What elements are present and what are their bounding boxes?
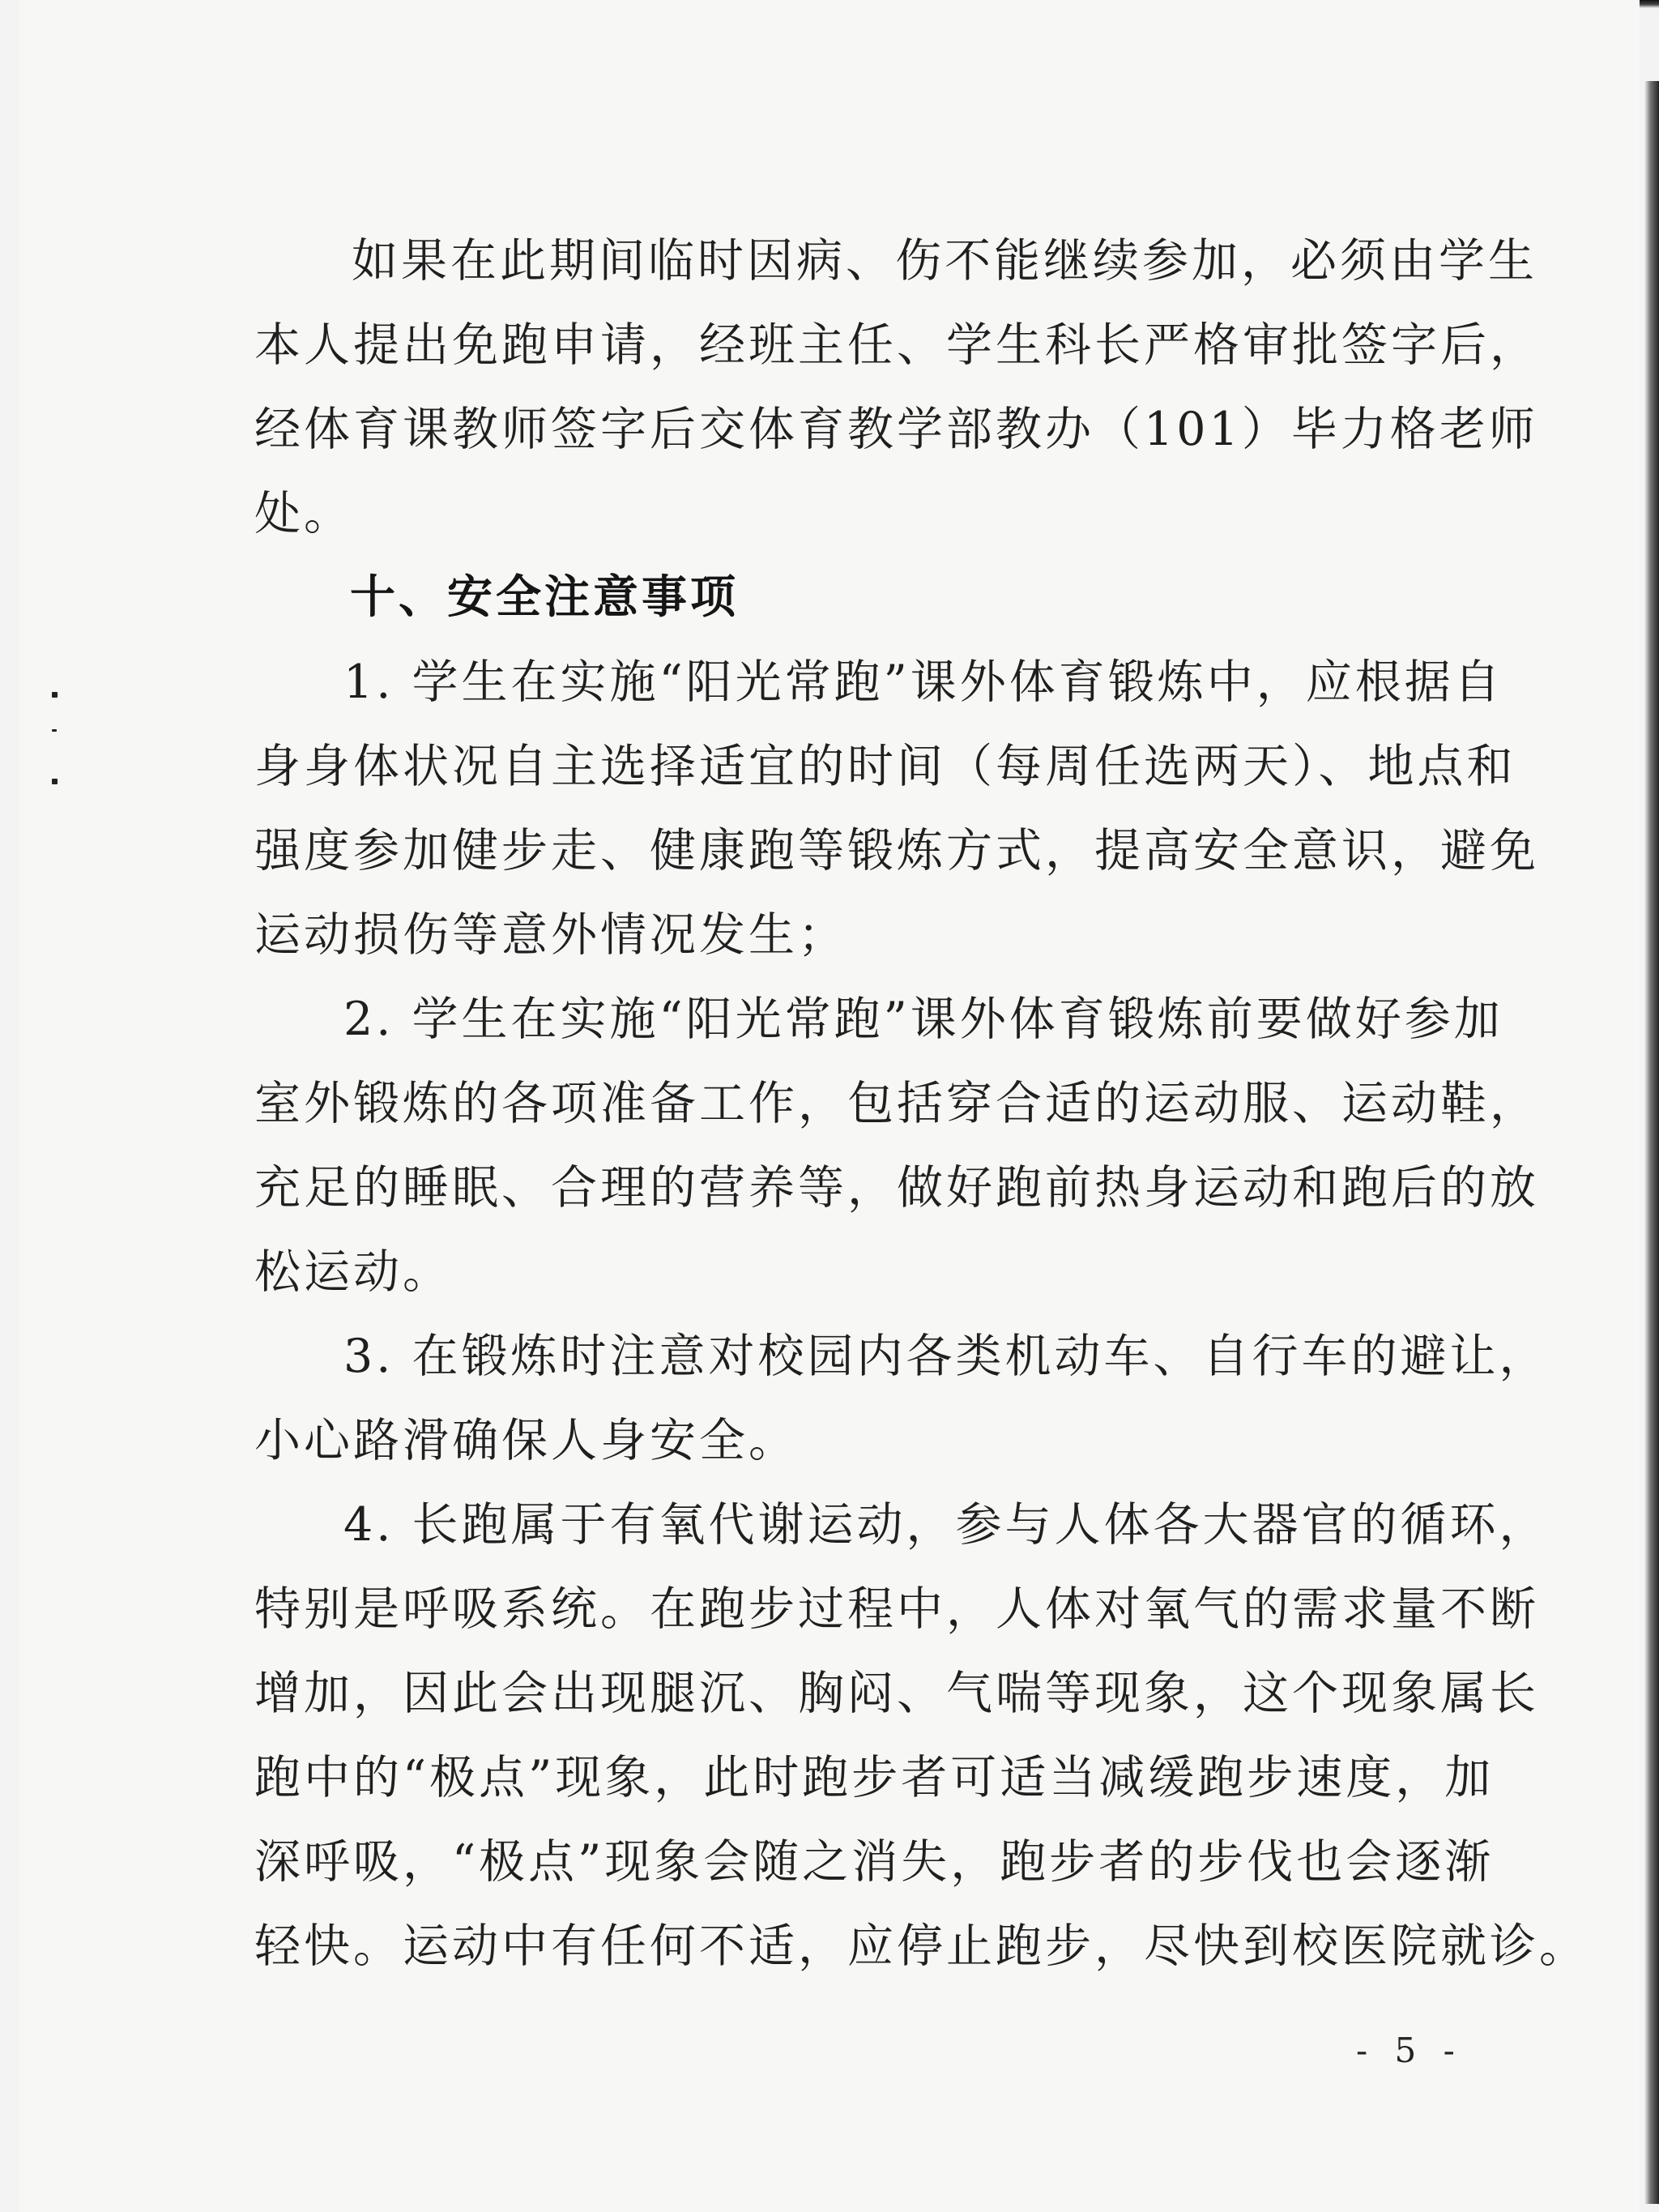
item-line: 身身体状况自主选择适宜的时间（每周任选两天）、地点和 bbox=[254, 740, 1516, 793]
item-line: 室外锻炼的各项准备工作，包括穿合适的运动服、运动鞋， bbox=[254, 1077, 1539, 1130]
item-line: 特别是呼吸系统。在跑步过程中，人体对氧气的需求量不断 bbox=[254, 1582, 1539, 1636]
paragraph-line: 经体育课教师签字后交体育教学部教办（101）毕力格老师 bbox=[254, 403, 1538, 456]
safety-item-2 bbox=[254, 977, 1539, 1314]
safety-item-3 bbox=[254, 1314, 1549, 1483]
body-text bbox=[254, 219, 1589, 1988]
section-heading: 十、安全注意事项 bbox=[350, 571, 739, 624]
safety-item-4 bbox=[254, 1483, 1589, 1988]
item-line: 轻快。运动中有任何不适，应停止跑步，尽快到校医院就诊。 bbox=[254, 1919, 1589, 1973]
item-line: 小心路滑确保人身安全。 bbox=[254, 1414, 798, 1467]
item-line: 深呼吸，“极点”现象会随之消失，跑步者的步伐也会逐渐 bbox=[254, 1835, 1495, 1889]
item-line: 增加，因此会出现腿沉、胸闷、气喘等现象，这个现象属长 bbox=[254, 1667, 1539, 1720]
item-line: 强度参加健步走、健康跑等锻炼方式，提高安全意识，避免 bbox=[254, 824, 1539, 878]
item-line: 1. 学生在实施“阳光常跑”课外体育锻炼中，应根据自 bbox=[343, 655, 1503, 709]
safety-item-1 bbox=[254, 640, 1539, 977]
page-number: - 5 - bbox=[1356, 2031, 1463, 2070]
item-line: 运动损伤等意外情况发生； bbox=[254, 908, 847, 962]
margin-mark bbox=[52, 729, 57, 732]
paragraph-line: 处。 bbox=[254, 487, 353, 540]
margin-mark bbox=[52, 779, 58, 784]
exemption-paragraph bbox=[254, 219, 1539, 556]
item-line: 4. 长跑属于有氧代谢运动，参与人体各大器官的循环， bbox=[343, 1498, 1549, 1552]
item-line: 充足的睡眠、合理的营养等，做好跑前热身运动和跑后的放 bbox=[254, 1161, 1539, 1215]
item-line: 2. 学生在实施“阳光常跑”课外体育锻炼前要做好参加 bbox=[343, 993, 1503, 1046]
document-page bbox=[19, 0, 1640, 2212]
item-line: 3. 在锻炼时注意对校园内各类机动车、自行车的避让， bbox=[343, 1330, 1549, 1383]
paragraph-line: 本人提出免跑申请，经班主任、学生科长严格审批签字后， bbox=[254, 318, 1539, 372]
scan-right-edge bbox=[1644, 81, 1659, 2204]
paragraph-line: 如果在此期间临时因病、伤不能继续参加，必须由学生 bbox=[352, 234, 1537, 288]
item-line: 跑中的“极点”现象，此时跑步者可适当减缓跑步速度，加 bbox=[254, 1751, 1495, 1804]
margin-mark bbox=[52, 692, 58, 698]
item-line: 松运动。 bbox=[254, 1245, 452, 1299]
